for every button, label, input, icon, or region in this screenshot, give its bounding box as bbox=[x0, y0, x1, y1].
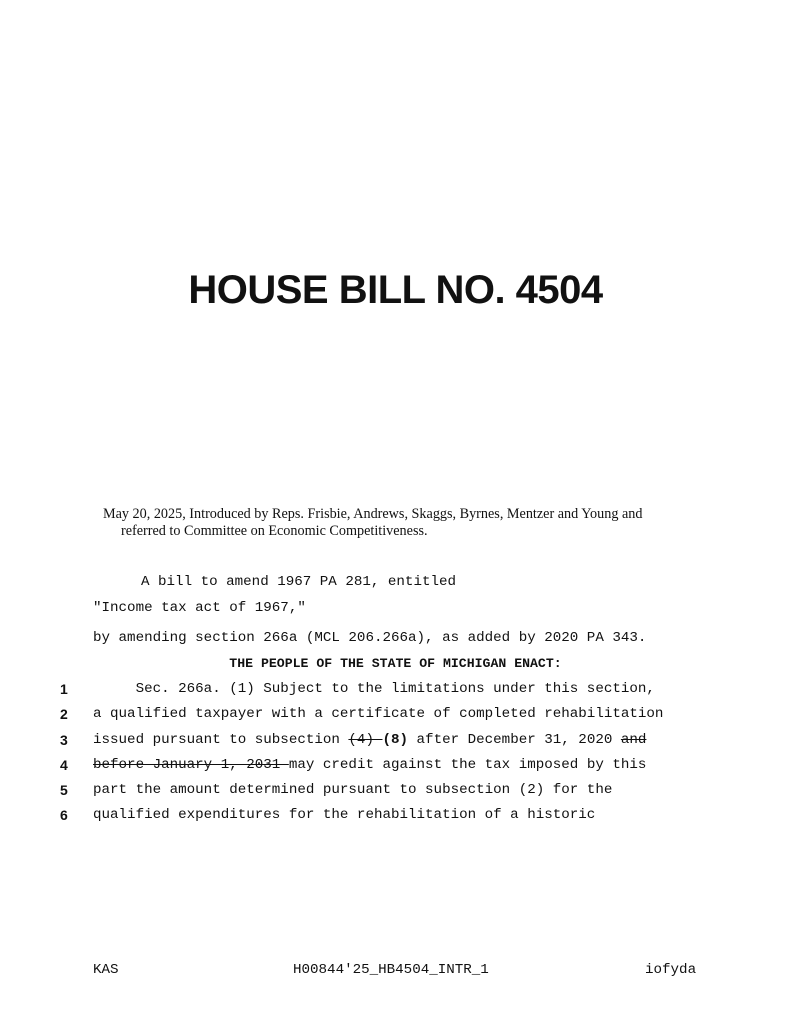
text-segment: issued pursuant to subsection bbox=[93, 732, 349, 748]
bill-text-line bbox=[93, 732, 646, 748]
line-number: 6 bbox=[60, 807, 68, 823]
text-segment: after December 31, 2020 bbox=[408, 732, 621, 748]
introduction-note bbox=[85, 506, 703, 540]
intro-line-1: May 20, 2025, Introduced by Reps. Frisbie, Andrews, Skaggs, Byrnes, Mentzer and Young and bbox=[103, 506, 643, 522]
footer-left: KAS bbox=[93, 962, 119, 978]
footer-right: iofyda bbox=[645, 962, 697, 978]
preamble-line-1: A bill to amend 1967 PA 281, entitled bbox=[141, 574, 457, 590]
line-number: 2 bbox=[60, 706, 68, 722]
line-number: 5 bbox=[60, 782, 68, 798]
bill-title: HOUSE BILL NO. 4504 bbox=[188, 268, 603, 312]
bill-text-line: part the amount determined pursuant to subsection (2) for the bbox=[93, 782, 613, 798]
struck-text: before January 1, 2031 bbox=[93, 757, 289, 773]
line-number: 4 bbox=[60, 757, 68, 773]
bill-text-line: a qualified taxpayer with a certificate of completed rehabilitation bbox=[93, 706, 664, 722]
preamble-line-3: by amending section 266a (MCL 206.266a), as added by 2020 PA 343. bbox=[93, 630, 647, 646]
enacting-clause: THE PEOPLE OF THE STATE OF MICHIGAN ENACT: bbox=[229, 656, 562, 671]
bill-text-line: Sec. 266a. (1) Subject to the limitations under this section, bbox=[93, 681, 655, 697]
inserted-text: (8) bbox=[382, 732, 409, 748]
text-segment: may credit against the tax imposed by this bbox=[288, 757, 647, 773]
bill-text-line: qualified expenditures for the rehabilitation of a historic bbox=[93, 807, 596, 823]
preamble-line-2: "Income tax act of 1967," bbox=[93, 600, 306, 616]
struck-text: and bbox=[620, 732, 647, 748]
footer-center: H00844'25_HB4504_INTR_1 bbox=[293, 962, 489, 978]
bill-text-line bbox=[93, 757, 646, 773]
struck-text: (4) bbox=[348, 732, 383, 748]
line-number: 1 bbox=[60, 681, 68, 697]
line-number: 3 bbox=[60, 732, 68, 748]
intro-line-2: referred to Committee on Economic Competitiveness. bbox=[121, 523, 428, 539]
